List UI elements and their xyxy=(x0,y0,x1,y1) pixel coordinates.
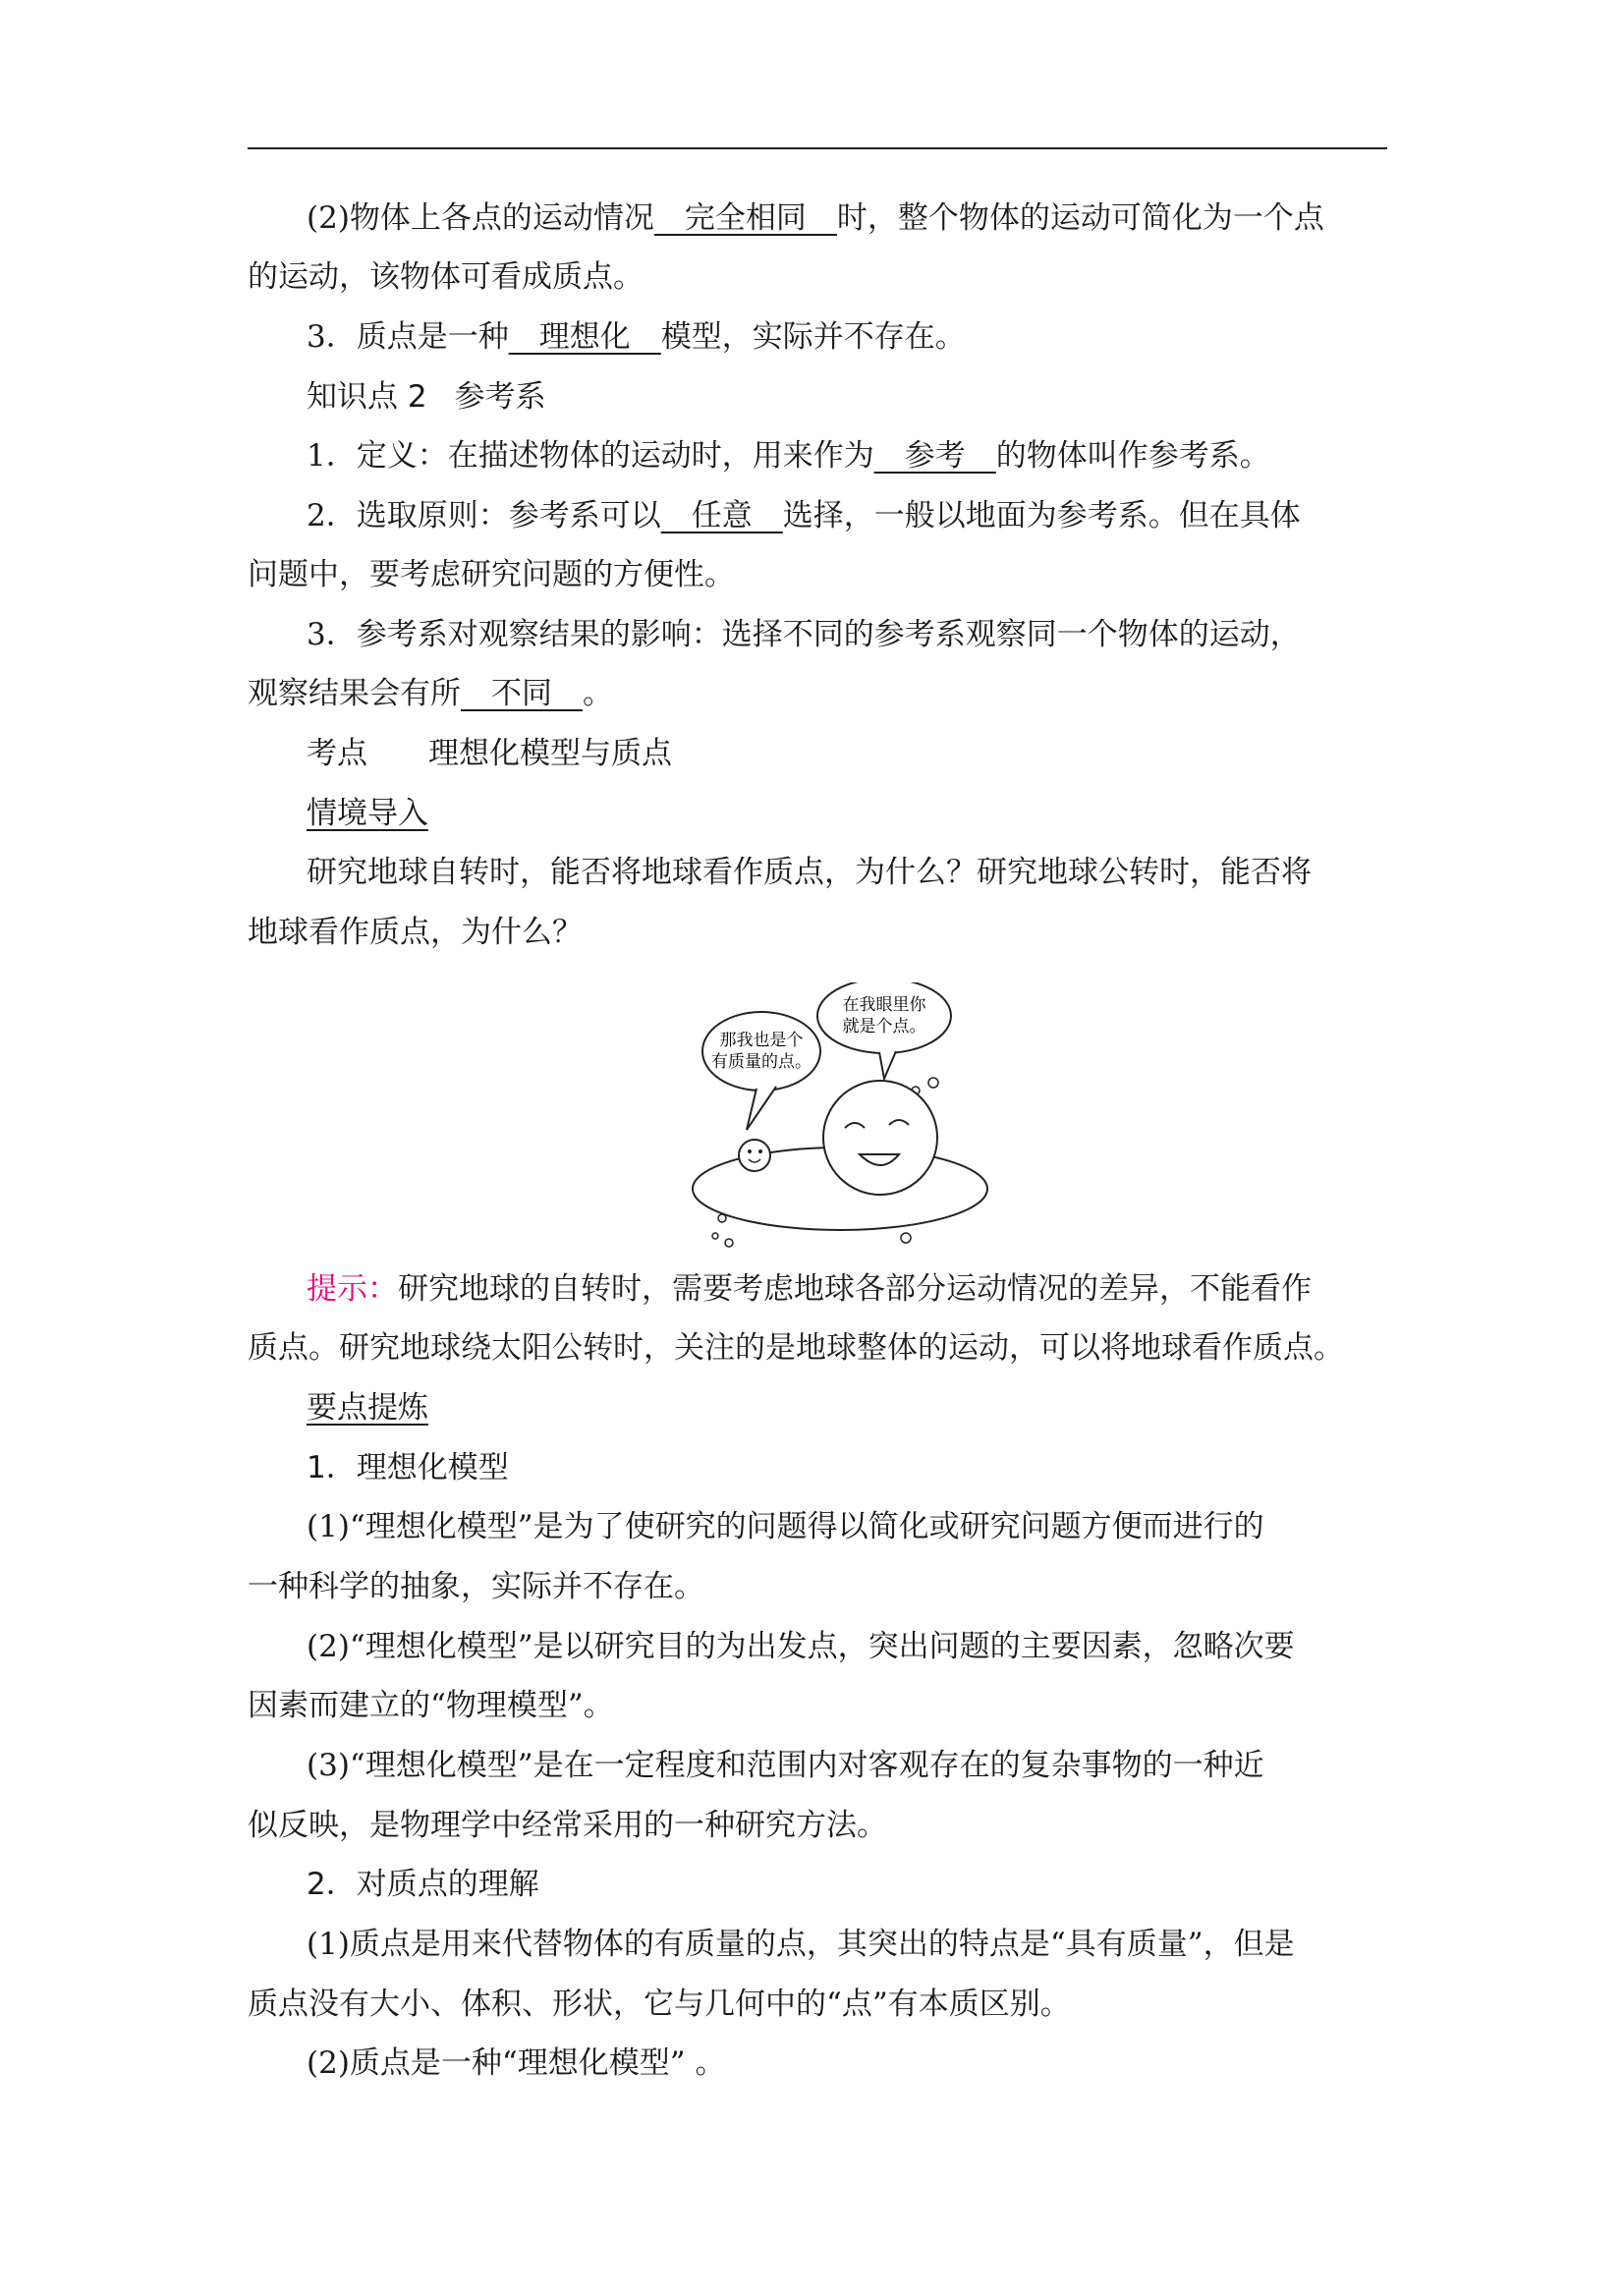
text: 选择，一般以地面为参考系。但在具体 xyxy=(782,498,1301,533)
item-number: 3． xyxy=(307,617,357,652)
text: 的物体叫作参考系。 xyxy=(995,438,1270,474)
text-line: 因素而建立的“物理模型”。 xyxy=(248,1688,614,1723)
section-heading xyxy=(307,734,672,773)
text-line xyxy=(307,198,1324,238)
heading-label: 考点 xyxy=(307,736,367,771)
answer-blank: __任意__ xyxy=(660,498,783,533)
section-heading: 2．对质点的理解 xyxy=(307,1867,539,1902)
speech-bubble-left xyxy=(702,1012,820,1091)
header-rule xyxy=(248,147,1387,149)
text-line: (3)“理想化模型”是在一定程度和范围内对客观存在的复杂事物的一种近 xyxy=(307,1748,1264,1783)
text: 模型，实际并不存在。 xyxy=(660,319,966,355)
text: 3．质点是一种 xyxy=(307,319,509,355)
item-label: 定义 xyxy=(356,438,418,474)
text-line: (2)质点是一种“理想化模型” 。 xyxy=(307,2045,726,2081)
text-line: 研究地球自转时，能否将地球看作质点，为什么？研究地球公转时，能否将 xyxy=(307,855,1312,890)
item-number: 1． xyxy=(307,438,357,474)
text-line xyxy=(307,317,966,357)
item-number: 2． xyxy=(307,498,357,533)
text-line: (1)“理想化模型”是为了使研究的问题得以简化或研究问题方便而进行的 xyxy=(307,1509,1264,1544)
answer-blank: __参考__ xyxy=(873,438,996,474)
text: (2)物体上各点的运动情况 xyxy=(307,200,654,236)
subheading: 要点提炼 xyxy=(307,1390,428,1426)
text-line: 地球看作质点，为什么？ xyxy=(248,915,583,950)
section-heading xyxy=(307,377,546,417)
bubble-right-line-2: 就是个点。 xyxy=(842,1017,926,1036)
text: 。 xyxy=(583,676,613,711)
text-line: 一种科学的抽象，实际并不存在。 xyxy=(248,1569,704,1604)
text: 时，整个物体的运动可简化为一个点 xyxy=(836,200,1324,236)
bubble-left-line-1: 那我也是个 xyxy=(719,1031,804,1050)
item-label: 参考系对观察结果的影响 xyxy=(356,617,692,652)
bubble-right-line-1: 在我眼里你 xyxy=(842,995,926,1015)
earth-face xyxy=(739,1140,770,1171)
heading-title: 参考系 xyxy=(454,379,546,415)
text-line: 的运动，该物体可看成质点。 xyxy=(248,259,644,295)
bubble-left-line-2: 有质量的点。 xyxy=(711,1052,812,1072)
heading-title: 理想化模型与质点 xyxy=(428,736,672,771)
answer-blank: __完全相同__ xyxy=(653,200,837,236)
sun-face xyxy=(823,1081,937,1195)
text-line: (1)质点是用来代替物体的有质量的点，其突出的特点是“具有质量”，但是 xyxy=(307,1927,1295,1962)
text-line: (2)“理想化模型”是以研究目的为出发点，突出问题的主要因素，忽略次要 xyxy=(307,1629,1295,1664)
text-line: 质点没有大小、体积、形状，它与几何中的“点”有本质区别。 xyxy=(248,1987,1071,2022)
text: 观察结果会有所 xyxy=(248,676,461,711)
hint-line xyxy=(307,1269,1312,1309)
heading-label: 知识点 2 xyxy=(307,379,427,415)
answer-blank: __不同__ xyxy=(461,676,583,711)
hint-label: 提示： xyxy=(307,1271,398,1307)
text: ：在描述物体的运动时，用来作为 xyxy=(417,438,874,474)
text: 研究地球的自转时，需要考虑地球各部分运动情况的差异，不能看作 xyxy=(398,1271,1312,1307)
text-line: 问题中，要考虑研究问题的方便性。 xyxy=(248,557,735,592)
text: ：选择不同的参考系观察同一个物体的运动， xyxy=(691,617,1301,652)
text-line xyxy=(248,674,613,713)
item-label: 选取原则 xyxy=(356,498,478,533)
text-line: 质点。研究地球绕太阳公转时，关注的是地球整体的运动，可以将地球看作质点。 xyxy=(248,1330,1344,1366)
earth-sun-cartoon xyxy=(688,982,1002,1258)
section-heading: 1．理想化模型 xyxy=(307,1450,509,1485)
text: ：参考系可以 xyxy=(477,498,661,533)
text-line xyxy=(307,436,1270,476)
text-line: 似反映，是物理学中经常采用的一种研究方法。 xyxy=(248,1808,887,1843)
text-line xyxy=(307,496,1301,535)
subheading: 情境导入 xyxy=(307,796,428,831)
answer-blank: __理想化__ xyxy=(508,319,661,355)
text-line xyxy=(307,615,1301,654)
